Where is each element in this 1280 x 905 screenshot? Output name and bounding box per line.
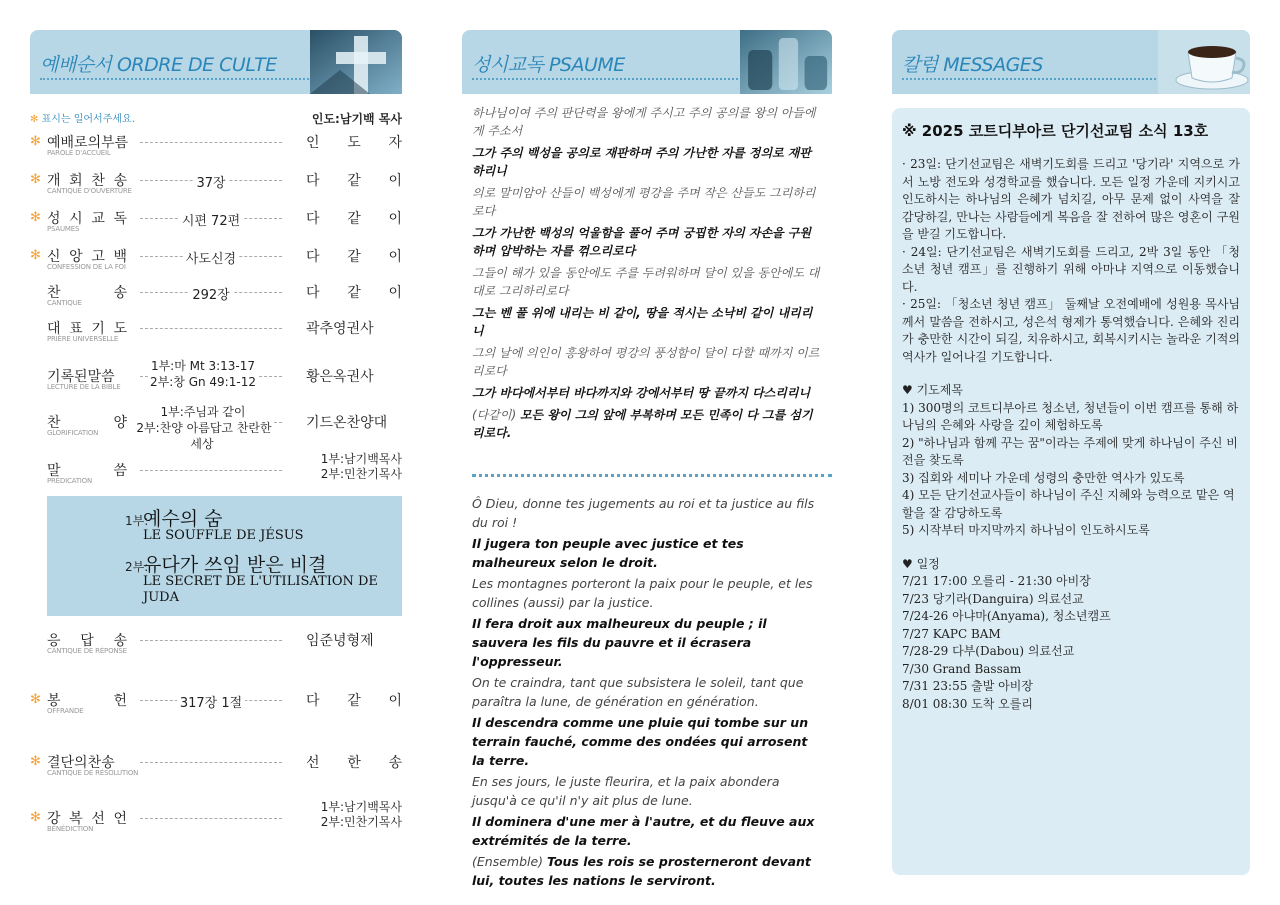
psalm-header-title: 성시교독 PSAUME xyxy=(472,54,625,76)
order-item-fr: LECTURE DE LA BIBLE xyxy=(47,383,121,391)
order-item-ko: 예배로의부름 xyxy=(47,135,129,151)
order-item-fr: GLORIFICATION xyxy=(47,429,99,437)
together-label: (다같이) xyxy=(472,408,520,422)
church-cross-photo xyxy=(310,30,402,94)
order-row xyxy=(30,359,402,402)
message-title: ※ 2025 코트디부아르 단기선교팀 소식 13호 xyxy=(902,122,1209,140)
teal-objects-photo xyxy=(740,30,832,94)
coffee-cup-photo xyxy=(1158,30,1250,94)
schedule-item: 7/24-26 아냐마(Anyama), 청소년캠프 xyxy=(902,609,1111,623)
sermon-title-2-fr: LE SECRET DE L'UTILISATION DE JUDA xyxy=(143,574,378,605)
order-detail-text: 사도신경 xyxy=(183,252,239,267)
psalm-korean xyxy=(472,104,822,446)
leader-dots xyxy=(140,328,282,329)
order-item-person: 다 같 이 xyxy=(306,249,402,265)
order-item-person: 곽추영권사 xyxy=(306,321,374,337)
order-item-person xyxy=(321,452,402,482)
order-item-fr: CANTIQUE DE RÉPONSE xyxy=(47,647,127,655)
psalm-verse-ko: 그의 날에 의인이 흥왕하여 평강의 풍성함이 달이 다할 때까지 이르리로다 xyxy=(472,346,820,378)
asterisk-icon: ✻ xyxy=(30,210,41,225)
order-row xyxy=(30,246,402,282)
order-item-ko: 결단의찬송 xyxy=(47,755,115,771)
prayer-item: 4) 모든 단기선교사들이 하나님이 주신 지혜와 능력으로 맡은 역할을 잘 감당하도록 xyxy=(902,488,1235,520)
order-item-fr: PSAUMES xyxy=(47,225,80,233)
psalm-divider xyxy=(472,474,832,480)
order-row xyxy=(30,630,402,666)
asterisk-icon: ✻ xyxy=(30,248,41,263)
order-item-detail xyxy=(140,210,282,229)
report-paragraph: · 25일: 「청소년 청년 캠프」 둘째날 오전예배에 성원용 목사님께서 말씀을 전하시고, 성은석 형제가 통역했습니다. 은혜와 진리가 충만한 시간이 되길, 치유하시고, 회복시키시는 놀라운 기적의 역사가 일어나길 기도합니다. xyxy=(902,297,1240,364)
order-item-person: 황은옥권사 xyxy=(306,369,374,385)
schedule-item: 7/27 KAPC BAM xyxy=(902,626,1001,641)
psalm-header xyxy=(462,30,832,94)
messages-header xyxy=(892,30,1250,94)
order-row xyxy=(30,452,402,496)
order-header xyxy=(30,30,402,94)
asterisk-icon: ✻ xyxy=(30,134,41,149)
psalm-verse-ko: 하나님이여 주의 판단력을 왕에게 주시고 주의 공의를 왕의 아들에게 주소서 xyxy=(472,106,816,138)
order-item-person: 다 같 이 xyxy=(306,173,402,189)
order-row xyxy=(30,170,402,206)
order-item-fr: CANTIQUE DE RÉSOLUTION xyxy=(47,769,139,777)
order-item-fr: CONFESSION DE LA FOI xyxy=(47,263,126,271)
order-detail-line-1: 1부:마 Mt 3:13-17 xyxy=(150,359,256,373)
psalm-verse-fr: Les montagnes porteront la paix pour le peuple, et les collines (aussi) par la justice. xyxy=(472,576,813,610)
prayer-item: 1) 300명의 코트디부아르 청소년, 청년들이 이번 캠프를 통해 하나님의 은혜와 사랑을 깊이 체험하도록 xyxy=(902,400,1239,432)
order-item-fr: PAROLE D'ACCUEIL xyxy=(47,149,111,157)
prayer-item: 5) 시작부터 마지막까지 하나님이 인도하시도록 xyxy=(902,523,1150,537)
order-detail-line-2: 2부:찬양 아름답고 찬란한 세상 xyxy=(136,421,272,451)
psalm-verse-ko: 그들이 해가 있을 동안에도 주를 두려워하며 달이 있을 동안에도 대대로 그리하리로다 xyxy=(472,266,820,298)
order-item-detail xyxy=(140,692,282,711)
order-item-fr: CANTIQUE xyxy=(47,299,82,307)
person-line-2: 2부:민찬기목사 xyxy=(320,815,402,829)
order-item-detail xyxy=(134,404,272,452)
asterisk-icon: ✻ xyxy=(30,114,39,125)
psalm-verse-ko-final xyxy=(472,406,822,442)
final-verse-text: 모든 왕이 그의 앞에 부복하며 모든 민족이 다 그를 섬기리로다. xyxy=(472,408,813,440)
leader-dots xyxy=(140,818,282,819)
report-paragraph: · 23일: 단기선교팀은 새벽기도회를 드리고 '당기라' 지역으로 가서 노방 전도와 성경학교를 했습니다. 모든 일정 가운데 지키시고 인도하시는 하나님의 은혜가 넘치길, 아무 문제 없이 사역을 잘 감당하길, 만나는 사람들에게 복음을 잘 전하여 많은 영혼이 구원을 받길 기도합니다. xyxy=(902,157,1240,241)
order-item-person: 임준녕형제 xyxy=(306,633,374,649)
leader-dots xyxy=(140,142,282,143)
order-item-person: 인 도 자 xyxy=(306,135,402,151)
order-item-person: 기드온찬양대 xyxy=(306,415,388,431)
psalm-verse-fr: Il jugera ton peuple avec justice et tes malheureux selon le droit. xyxy=(472,536,744,570)
prayer-title: ♥ 기도제목 xyxy=(902,383,963,397)
schedule-item: 7/28-29 다부(Dabou) 의료선교 xyxy=(902,644,1075,658)
message-body xyxy=(902,156,1240,713)
sermon-title-1-fr: LE SOUFFLE DE JÉSUS xyxy=(143,528,304,543)
psalm-verse-fr: Il descendra comme une pluie qui tombe sur un terrain fauché, comme des ondées qui arrosent la terre. xyxy=(472,715,809,768)
schedule-item: 8/01 08:30 도착 오를리 xyxy=(902,696,1033,711)
psalm-verse-fr: Il fera droit aux malheureux du peuple ; il sauvera les fils du pauvre et il écrasera l'oppresseur. xyxy=(472,616,767,669)
prayer-list xyxy=(902,400,1240,540)
order-item-ko: 응 답 송 xyxy=(47,633,127,649)
sermon-label-1: 1부: xyxy=(125,514,149,528)
order-row xyxy=(30,405,402,451)
order-detail-line-1: 1부:주님과 같이 xyxy=(160,405,246,419)
person-line-2: 2부:민찬기목사 xyxy=(320,467,402,481)
message-box xyxy=(892,108,1250,875)
asterisk-icon: ✻ xyxy=(30,754,41,769)
ensemble-label: (Ensemble) xyxy=(472,854,548,869)
report-paragraph: · 24일: 단기선교팀은 새벽기도회를 드리고, 2박 3일 동안 「청소년 청년 캠프」를 진행하기 위해 아마냐 지역으로 이동했습니다. xyxy=(902,244,1240,294)
psalm-verse-ko: 그는 벤 풀 위에 내리는 비 같이, 땅을 적시는 소낙비 같이 내리리니 xyxy=(472,306,813,338)
psalm-verse-ko: 의로 말미암아 산들이 백성에게 평강을 주며 작은 산들도 그리하리로다 xyxy=(472,186,816,218)
leader-dots xyxy=(140,640,282,641)
leader-dots xyxy=(140,762,282,763)
asterisk-icon: ✻ xyxy=(30,172,41,187)
schedule-item: 7/21 17:00 오를리 - 21:30 아비장 xyxy=(902,574,1091,588)
standing-note xyxy=(30,110,402,126)
order-row xyxy=(30,690,402,726)
order-row xyxy=(30,800,402,844)
psalm-verse-ko: 그가 바다에서부터 바다까지와 강에서부터 땅 끝까지 다스리리니 xyxy=(472,386,811,400)
order-row xyxy=(30,318,402,354)
order-item-detail xyxy=(140,172,282,191)
asterisk-icon: ✻ xyxy=(30,692,41,707)
order-item-fr: BÉNÉDICTION xyxy=(47,825,94,833)
psalm-french xyxy=(472,494,824,892)
order-item-ko: 개 회 찬 송 xyxy=(47,173,127,189)
order-row xyxy=(30,752,402,788)
order-header-title: 예배순서 ORDRE DE CULTE xyxy=(40,54,277,76)
sermon-box xyxy=(47,496,402,616)
standing-note-text: 표시는 일어서주세요. xyxy=(41,114,135,125)
order-detail-line-2: 2부:창 Gn 49:1-12 xyxy=(150,375,256,389)
sermon-title-1-ko: 예수의 숨 xyxy=(143,508,223,530)
order-item-fr: PRÉDICATION xyxy=(47,477,92,485)
order-item-person xyxy=(321,800,402,830)
asterisk-icon: ✻ xyxy=(30,810,41,825)
order-item-ko: 강 복 선 언 xyxy=(47,811,127,827)
header-dotted-line xyxy=(472,78,742,80)
person-line-1: 1부:남기백목사 xyxy=(320,452,402,466)
order-item-ko: 봉 헌 xyxy=(47,693,127,709)
sermon-label-2: 2부: xyxy=(125,560,149,574)
person-line-1: 1부:남기백목사 xyxy=(320,800,402,814)
psalm-verse-fr: On te craindra, tant que subsistera le soleil, tant que paraîtra la lune, de génération en génération. xyxy=(472,675,804,709)
header-dotted-line xyxy=(902,78,1160,80)
order-item-ko: 대 표 기 도 xyxy=(47,321,127,337)
order-item-ko: 찬 송 xyxy=(47,285,127,301)
order-detail-text: 317장 1절 xyxy=(177,696,245,711)
psalm-verse-fr: Ô Dieu, donne tes jugements au roi et ta justice au fils du roi ! xyxy=(472,496,815,530)
sermon-title-2-ko: 유다가 쓰임 받은 비결 xyxy=(143,554,327,576)
psalm-verse-ko: 그가 주의 백성을 공의로 재판하며 주의 가난한 자를 정의로 재판하리니 xyxy=(472,146,811,178)
header-dotted-line xyxy=(40,78,312,80)
order-row xyxy=(30,282,402,318)
order-item-person: 선 한 송 xyxy=(306,755,402,771)
order-detail-text: 292장 xyxy=(189,288,232,303)
prayer-item: 3) 집회와 세미나 가운데 성령의 충만한 역사가 있도록 xyxy=(902,470,1185,485)
order-detail-text: 37장 xyxy=(193,176,228,191)
order-item-person: 다 같 이 xyxy=(306,693,402,709)
messages-column xyxy=(892,0,1250,905)
order-item-person: 다 같 이 xyxy=(306,211,402,227)
psalm-verse-fr: Il dominera d'une mer à l'autre, et du fleuve aux extrémités de la terre. xyxy=(472,814,815,848)
order-item-detail xyxy=(134,358,272,390)
psalm-verse-ko: 그가 가난한 백성의 억울함을 풀어 주며 궁핍한 자의 자손을 구원하며 압박하는 자를 꺾으리로다 xyxy=(472,226,811,258)
final-verse-text: Tous les rois se prosterneront devant lui, toutes les nations le serviront. xyxy=(472,854,811,888)
leader-dots xyxy=(140,470,282,471)
psalm-verse-fr-final xyxy=(472,852,824,890)
order-item-fr: OFFRANDE xyxy=(47,707,84,715)
order-item-ko: 기록된말씀 xyxy=(47,369,115,385)
schedule-item: 7/31 23:55 출발 아비장 xyxy=(902,679,1033,693)
order-of-service-column xyxy=(30,0,402,905)
order-item-ko: 성 시 교 독 xyxy=(47,211,127,227)
order-item-detail xyxy=(140,284,282,303)
order-item-fr: PRIÈRE UNIVERSELLE xyxy=(47,335,119,343)
order-detail-text: 시편 72편 xyxy=(179,214,243,229)
schedule-list xyxy=(902,573,1240,713)
order-item-ko: 찬 양 xyxy=(47,415,127,431)
schedule-item: 7/30 Grand Bassam xyxy=(902,661,1022,676)
psalm-verse-fr: En ses jours, le juste fleurira, et la paix abondera jusqu'à ce qu'il n'y ait plus de lune. xyxy=(472,774,780,808)
service-leader: 인도:남기백 목사 xyxy=(311,112,402,126)
psalm-column xyxy=(462,0,832,905)
schedule-item: 7/23 당기라(Danguira) 의료선교 xyxy=(902,591,1084,606)
prayer-item: 2) "하나님과 함께 꾸는 꿈"이라는 주제에 맞게 하나님이 주신 비전을 찾도록 xyxy=(902,435,1238,467)
order-item-ko: 말 씀 xyxy=(47,463,127,479)
order-item-fr: CANTIQUE D'OUVERTURE xyxy=(47,187,132,195)
order-item-detail xyxy=(140,248,282,267)
order-item-ko: 신 앙 고 백 xyxy=(47,249,127,265)
order-row xyxy=(30,208,402,244)
order-row xyxy=(30,132,402,168)
schedule-title: ♥ 일정 xyxy=(902,556,940,571)
order-item-person: 다 같 이 xyxy=(306,285,402,301)
messages-header-title: 칼럼 MESSAGES xyxy=(902,54,1043,76)
